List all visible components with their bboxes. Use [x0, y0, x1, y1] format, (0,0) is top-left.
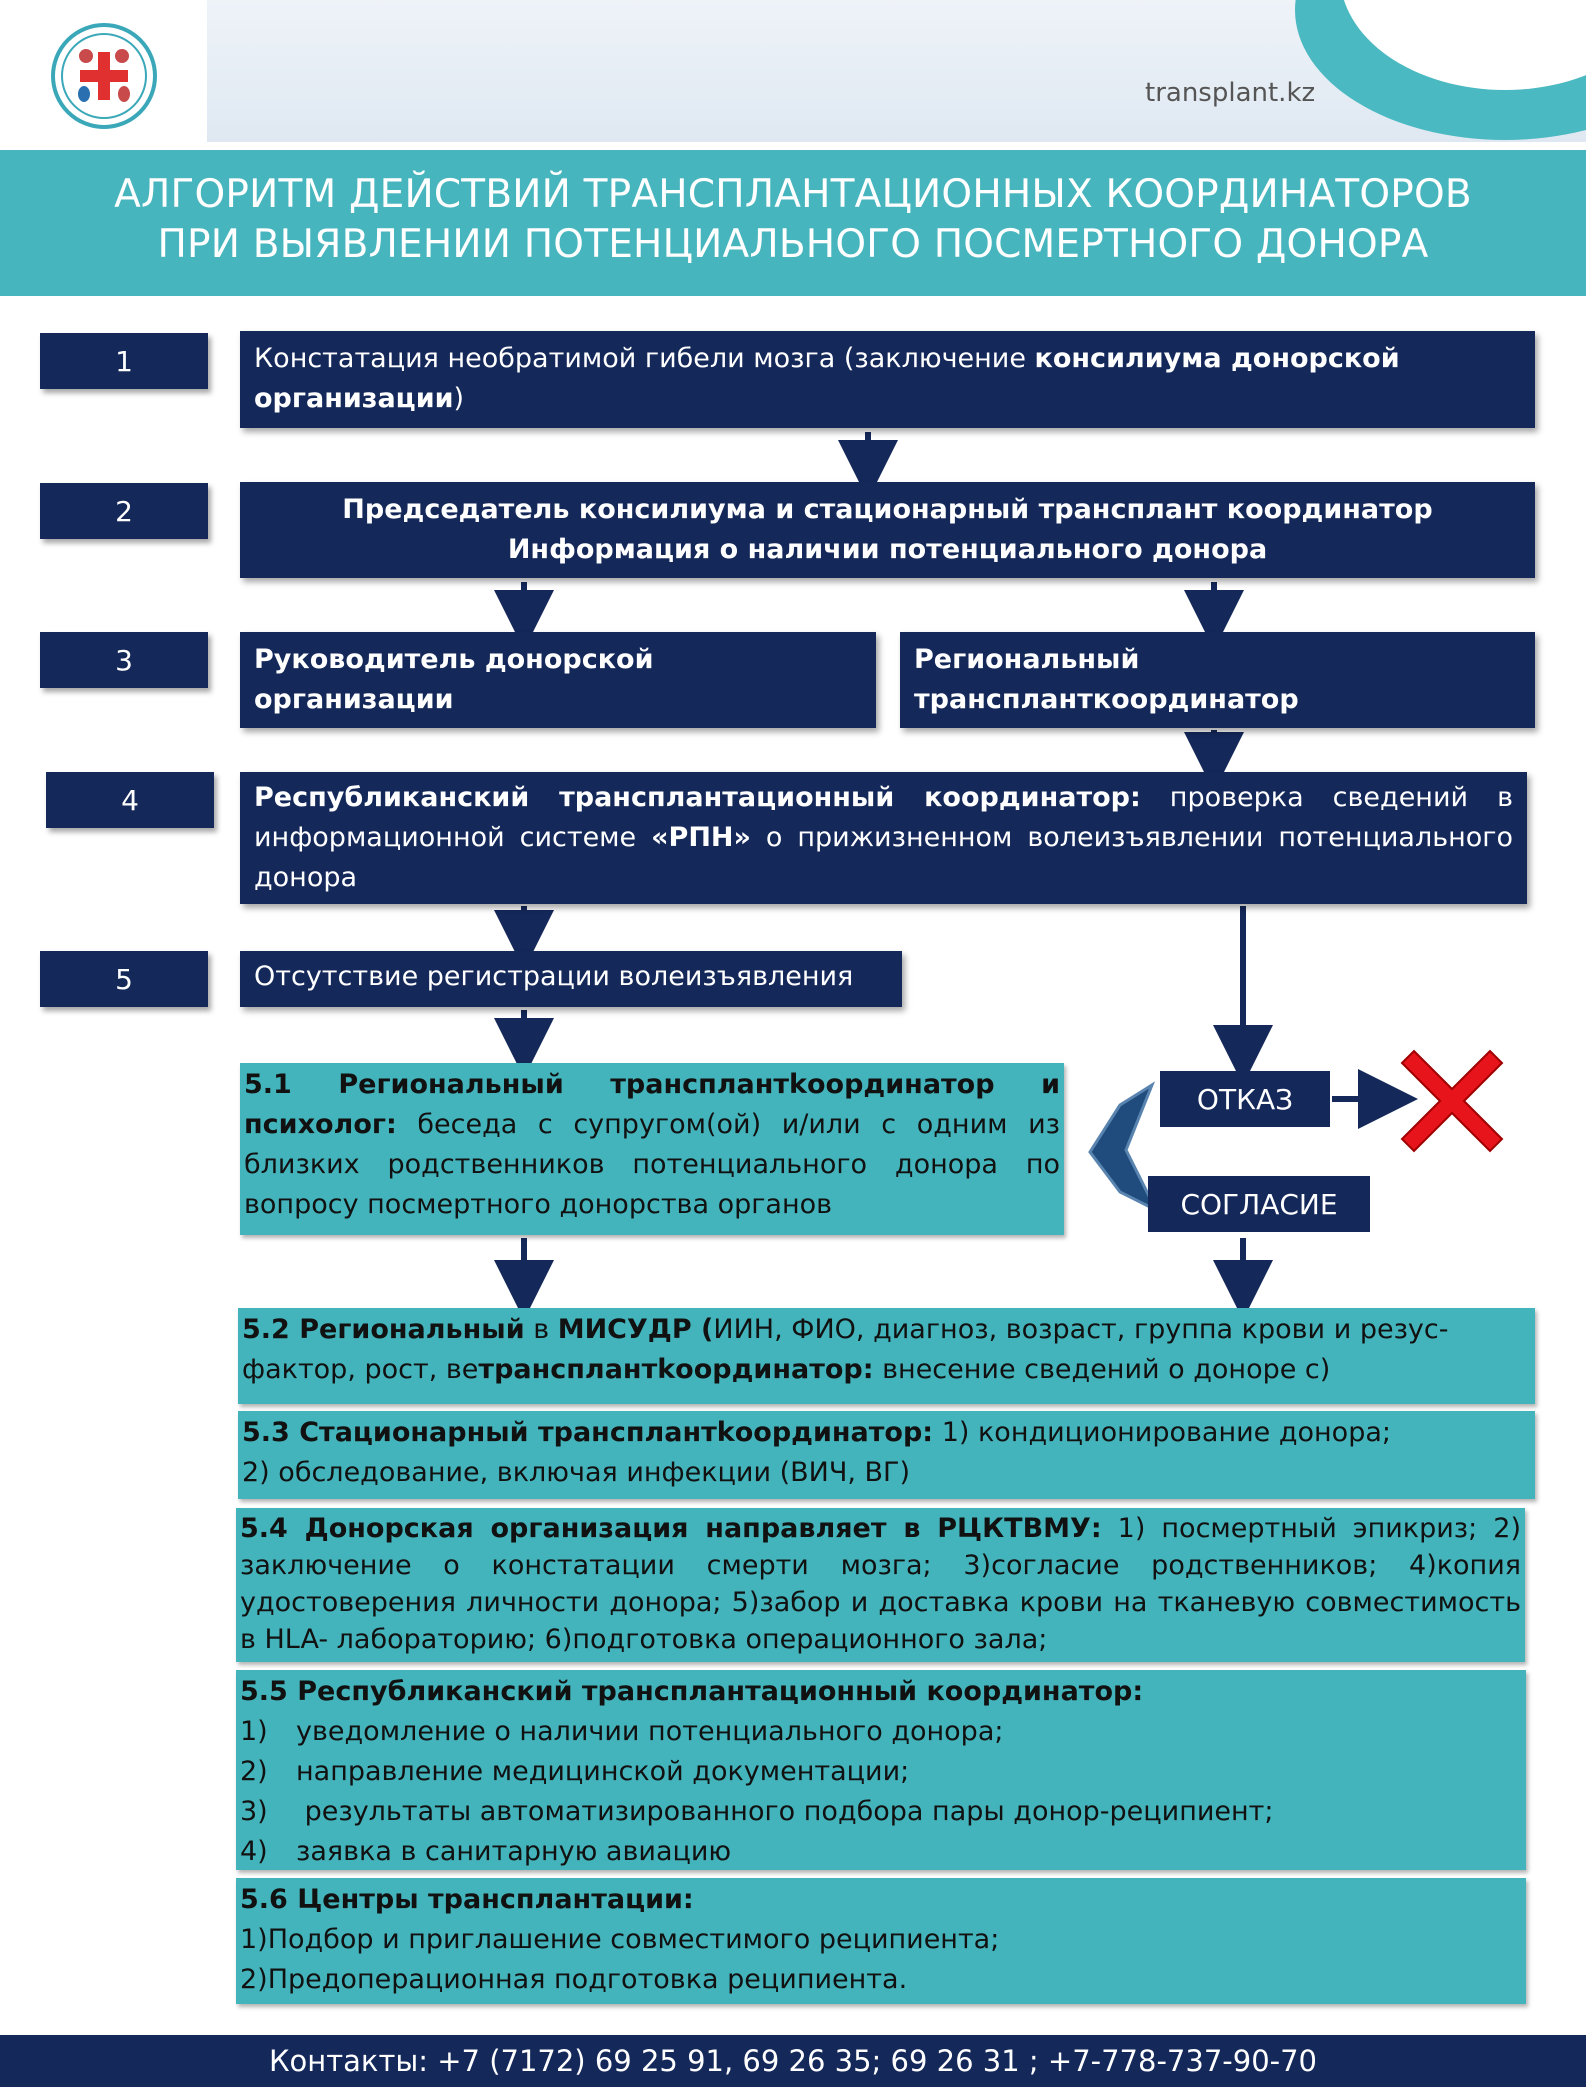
list-item: 4) заявка в санитарную авиацию [240, 1836, 732, 1867]
step-5-6-text-2: 2)Предоперационная подготовка реципиента. [240, 1964, 908, 1995]
title-line-2: ПРИ ВЫЯВЛЕНИИ ПОТЕНЦИАЛЬНОГО ПОСМЕРТНОГО ДОНОРА [157, 222, 1429, 267]
step-5-2-text-1: в [524, 1314, 558, 1345]
reject-label: ОТКАЗ [1160, 1071, 1330, 1127]
step-5-box [240, 951, 902, 1007]
title-line-1: АЛГОРИТМ ДЕЙСТВИЙ ТРАНСПЛАНТАЦИОННЫХ КООРДИНАТОРОВ [114, 172, 1472, 217]
step-5-1-box [240, 1063, 1064, 1235]
step-1-number: 1 [40, 333, 208, 389]
step-3-number: 3 [40, 632, 208, 688]
step-5-1-bold: 5.1 Региональный трансплантkоординатор и психолог: [244, 1069, 1060, 1140]
step-5-3-text-1: 1) кондиционирование донора; [933, 1417, 1391, 1448]
step-5-6-text-1: 1)Подбор и приглашение совместимого реципиента; [240, 1924, 1000, 1955]
step-5-2-bold-1: 5.2 Региональный [242, 1314, 525, 1345]
step-2-number: 2 [40, 483, 208, 539]
step-5-4-bold: 5.4 Донорская организация направляет в РЦКТВМУ: [240, 1513, 1102, 1544]
step-1-text-end: ) [453, 383, 465, 414]
step-5-5-title: 5.5 Республиканский трансплантационный координатор: [240, 1676, 1144, 1707]
step-5-2-box [238, 1308, 1535, 1404]
list-item: 1) уведомление о наличии потенциального донора; [240, 1716, 1004, 1747]
step-5-2-text-2: ИИН, ФИО, диагноз, возраст, группа крови и резус- [713, 1314, 1449, 1345]
step-3-right-text: Региональный транспланткоординатор [914, 644, 1299, 715]
step-5-2-bold-3: трансплантkоординатор: [478, 1354, 874, 1385]
step-5-4-text: 1) посмертный эпикриз; 2) заключение о констатации смерти мозга; 3)согласие родственников; 4)копия удостоверения личности донора; 5)забор и доставка крови на тканевую совместимость в HLA- лабораторию; 6)подготовка операционного зала; [240, 1513, 1521, 1655]
step-5-1-text: беседа с супругом(ой) и/или с одним из близких родственников потенциального донора по вопросу посмертного донорства органов [244, 1109, 1060, 1220]
step-5-4-box [236, 1508, 1525, 1662]
step-5-2-text-4: внесение сведений о доноре с) [873, 1354, 1331, 1385]
accept-label: СОГЛАСИЕ [1148, 1176, 1370, 1232]
step-5-3-text-2: 2) обследование, включая инфекции (ВИЧ, ВГ) [242, 1457, 911, 1488]
step-5-5-box [236, 1670, 1526, 1870]
site-url[interactable]: transplant.kz [1145, 78, 1316, 108]
step-5-3-box [238, 1411, 1535, 1499]
step-4-box [240, 772, 1527, 904]
step-4-rpn: «РПН» [651, 822, 751, 853]
step-5-2-bold-2: МИСУДР ( [557, 1314, 714, 1345]
step-5-6-box [236, 1878, 1526, 2004]
step-4-text: проверка сведений в информационной системе [254, 782, 1513, 853]
step-1-bold: консилиума донорской организации [254, 343, 1400, 414]
list-item: 3) результаты автоматизированного подбора пары донор-реципиент; [240, 1796, 1274, 1827]
contacts-text: Контакты: +7 (7172) 69 25 91, 69 26 35; 69 26 31 ; +7-778-737-90-70 [268, 2044, 1318, 2078]
step-4-bold: Республиканский трансплантационный координатор: [254, 782, 1141, 813]
step-2-box [240, 482, 1535, 578]
step-5-6-title: 5.6 Центры трансплантации: [240, 1884, 694, 1915]
step-3-left-text: Руководитель донорской организации [254, 644, 654, 715]
step-2-line-2: Информация о наличии потенциального донора [507, 534, 1268, 565]
step-3-right-box [900, 632, 1535, 728]
chevron-left-icon [1090, 1085, 1156, 1210]
red-x-icon [1402, 1051, 1502, 1151]
step-5-3-bold: 5.3 Стационарный трансплантkоординатор: [242, 1417, 934, 1448]
step-5-number: 5 [40, 951, 208, 1007]
step-5-text: Отсутствие регистрации волеизъявления [254, 961, 854, 992]
step-4-text-end: о прижизненном волеизъявлении потенциального донора [254, 822, 1513, 893]
step-1-box [240, 331, 1535, 428]
step-5-2-text-3: фактор, рост, ве [242, 1354, 479, 1385]
step-2-line-1: Председатель консилиума и стационарный трансплант координатор [342, 494, 1433, 525]
step-1-text: Констатация необратимой гибели мозга (заключение [254, 343, 1035, 374]
step-3-left-box [240, 632, 876, 728]
footer-contacts [0, 2035, 1586, 2087]
step-4-number: 4 [46, 772, 214, 828]
list-item: 2) направление медицинской документации; [240, 1756, 910, 1787]
